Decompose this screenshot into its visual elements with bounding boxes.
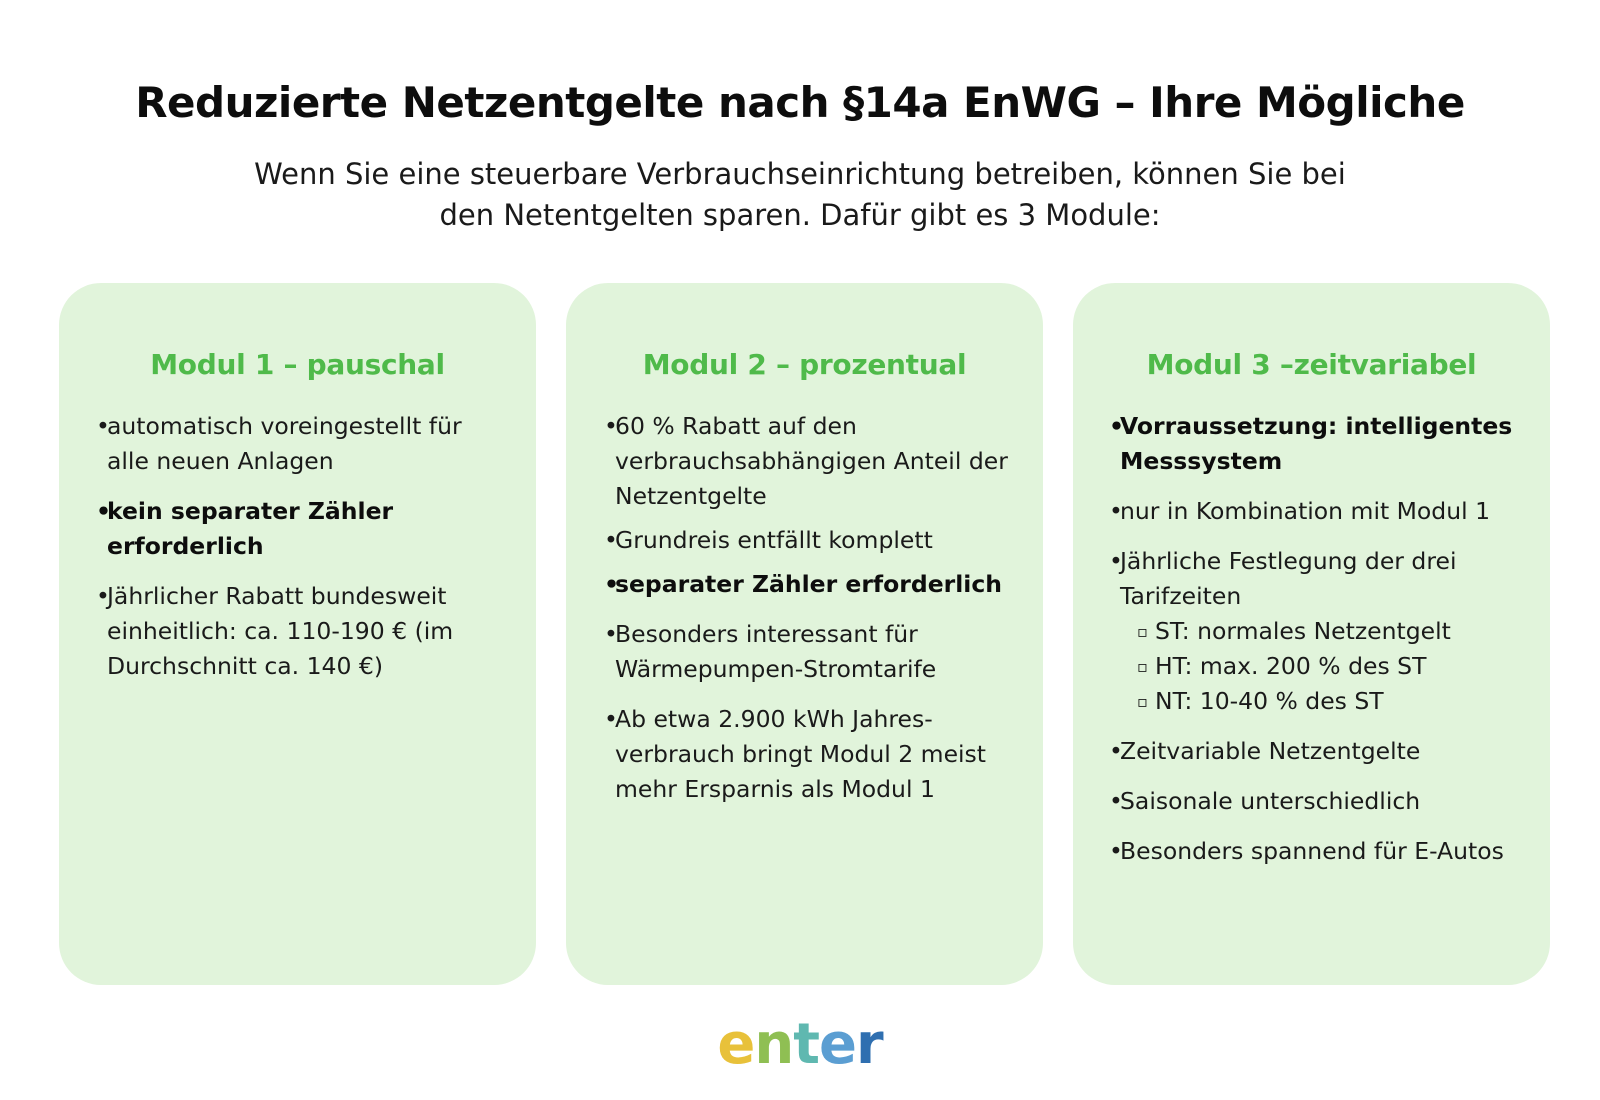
bullet-text: separater Zähler erforderlich (615, 570, 1002, 598)
bullet-icon: • (1109, 412, 1125, 440)
bullet-icon: • (604, 412, 618, 440)
module-card-2 (566, 283, 1043, 985)
tariff-sub-item (1137, 614, 1531, 649)
module-bullet (606, 523, 1016, 558)
module-bullet (98, 409, 508, 479)
module-bullet (1111, 784, 1531, 819)
module-bullet-list (606, 409, 1016, 822)
module-bullet (98, 579, 508, 684)
module-cards (59, 283, 1546, 985)
bullet-icon: • (604, 620, 618, 648)
bullet-icon: • (96, 497, 112, 525)
bullet-icon: • (604, 570, 620, 598)
square-bullet-icon: ▫ (1137, 657, 1148, 676)
bullet-icon: • (1109, 837, 1123, 865)
module-card-1 (59, 283, 536, 985)
module-bullet-list (1111, 409, 1531, 884)
tariff-sub-item (1137, 684, 1531, 719)
bullet-text: Grundreis entfällt komplett (615, 526, 933, 554)
module-bullet (606, 567, 1016, 602)
tariff-sub-list (1120, 614, 1531, 719)
bullet-text: Jährliche Festlegung der drei Tarifzeiten (1120, 547, 1457, 610)
bullet-text: nur in Kombination mit Modul 1 (1120, 497, 1491, 525)
bullet-icon: • (1109, 497, 1123, 525)
bullet-text: kein separater Zähler erforderlich (107, 497, 394, 560)
logo-letter: n (754, 1012, 794, 1077)
page-subtitle (220, 154, 1380, 236)
bullet-icon: • (604, 705, 618, 733)
bullet-icon: • (1109, 547, 1123, 575)
subtitle-line: den Netentgelten sparen. Dafür gibt es 3 Module: (439, 198, 1161, 232)
square-bullet-icon: ▫ (1137, 692, 1148, 711)
square-bullet-icon: ▫ (1137, 622, 1148, 641)
module-title: Modul 2 – prozentual (642, 348, 967, 381)
module-title: Modul 3 –zeitvariabel (1146, 348, 1477, 381)
module-bullet (1111, 834, 1531, 869)
bullet-text: Vorraussetzung: intelligentes Messsystem (1120, 412, 1513, 475)
bullet-text: Saisonale unterschiedlich (1120, 787, 1421, 815)
module-bullet (606, 702, 1016, 807)
page-title: Reduzierte Netzentgelte nach §14a EnWG – Ihre Mögliche (135, 78, 1465, 127)
module-bullet (1111, 544, 1531, 719)
bullet-icon: • (96, 412, 110, 440)
subtitle-line: Wenn Sie eine steuerbare Verbrauchseinrichtung betreiben, können Sie bei (254, 157, 1346, 191)
bullet-icon: • (604, 526, 618, 554)
logo-letter: t (793, 1012, 820, 1077)
bullet-icon: • (96, 582, 110, 610)
sub-item-text: ST: normales Netzentgelt (1155, 617, 1451, 645)
bullet-icon: • (1109, 787, 1123, 815)
module-title: Modul 1 – pauschal (150, 348, 445, 381)
tariff-sub-item (1137, 649, 1531, 684)
bullet-text: Besonders interessant für Wärmepumpen-Stromtarife (615, 620, 937, 683)
sub-item-text: HT: max. 200 % des ST (1155, 652, 1427, 680)
bullet-text: Ab etwa 2.900 kWh Jahres-verbrauch bringt Modul 2 meist mehr Ersparnis als Modul 1 (615, 705, 987, 803)
logo-letter: r (856, 1012, 883, 1077)
module-bullet (606, 617, 1016, 687)
module-bullet (606, 409, 1016, 514)
sub-item-text: NT: 10-40 % des ST (1155, 687, 1384, 715)
module-bullet-list (98, 409, 508, 699)
bullet-text: Jährlicher Rabatt bundesweit einheitlich: ca. 110-190 € (im Durchschnitt ca. 140 €) (107, 582, 454, 680)
bullet-icon: • (1109, 737, 1123, 765)
enter-logo (0, 1012, 1600, 1077)
bullet-text: Zeitvariable Netzentgelte (1120, 737, 1421, 765)
bullet-text: 60 % Rabatt auf den verbrauchsabhängigen Anteil der Netzentgelte (615, 412, 1008, 510)
module-bullet (1111, 409, 1531, 479)
module-bullet (1111, 734, 1531, 769)
bullet-text: Besonders spannend für E-Autos (1120, 837, 1504, 865)
module-bullet (98, 494, 508, 564)
logo-letter: e (717, 1012, 755, 1077)
module-bullet (1111, 494, 1531, 529)
bullet-text: automatisch voreingestellt für alle neuen Anlagen (107, 412, 462, 475)
module-card-3 (1073, 283, 1550, 985)
logo-letter: e (819, 1012, 856, 1077)
